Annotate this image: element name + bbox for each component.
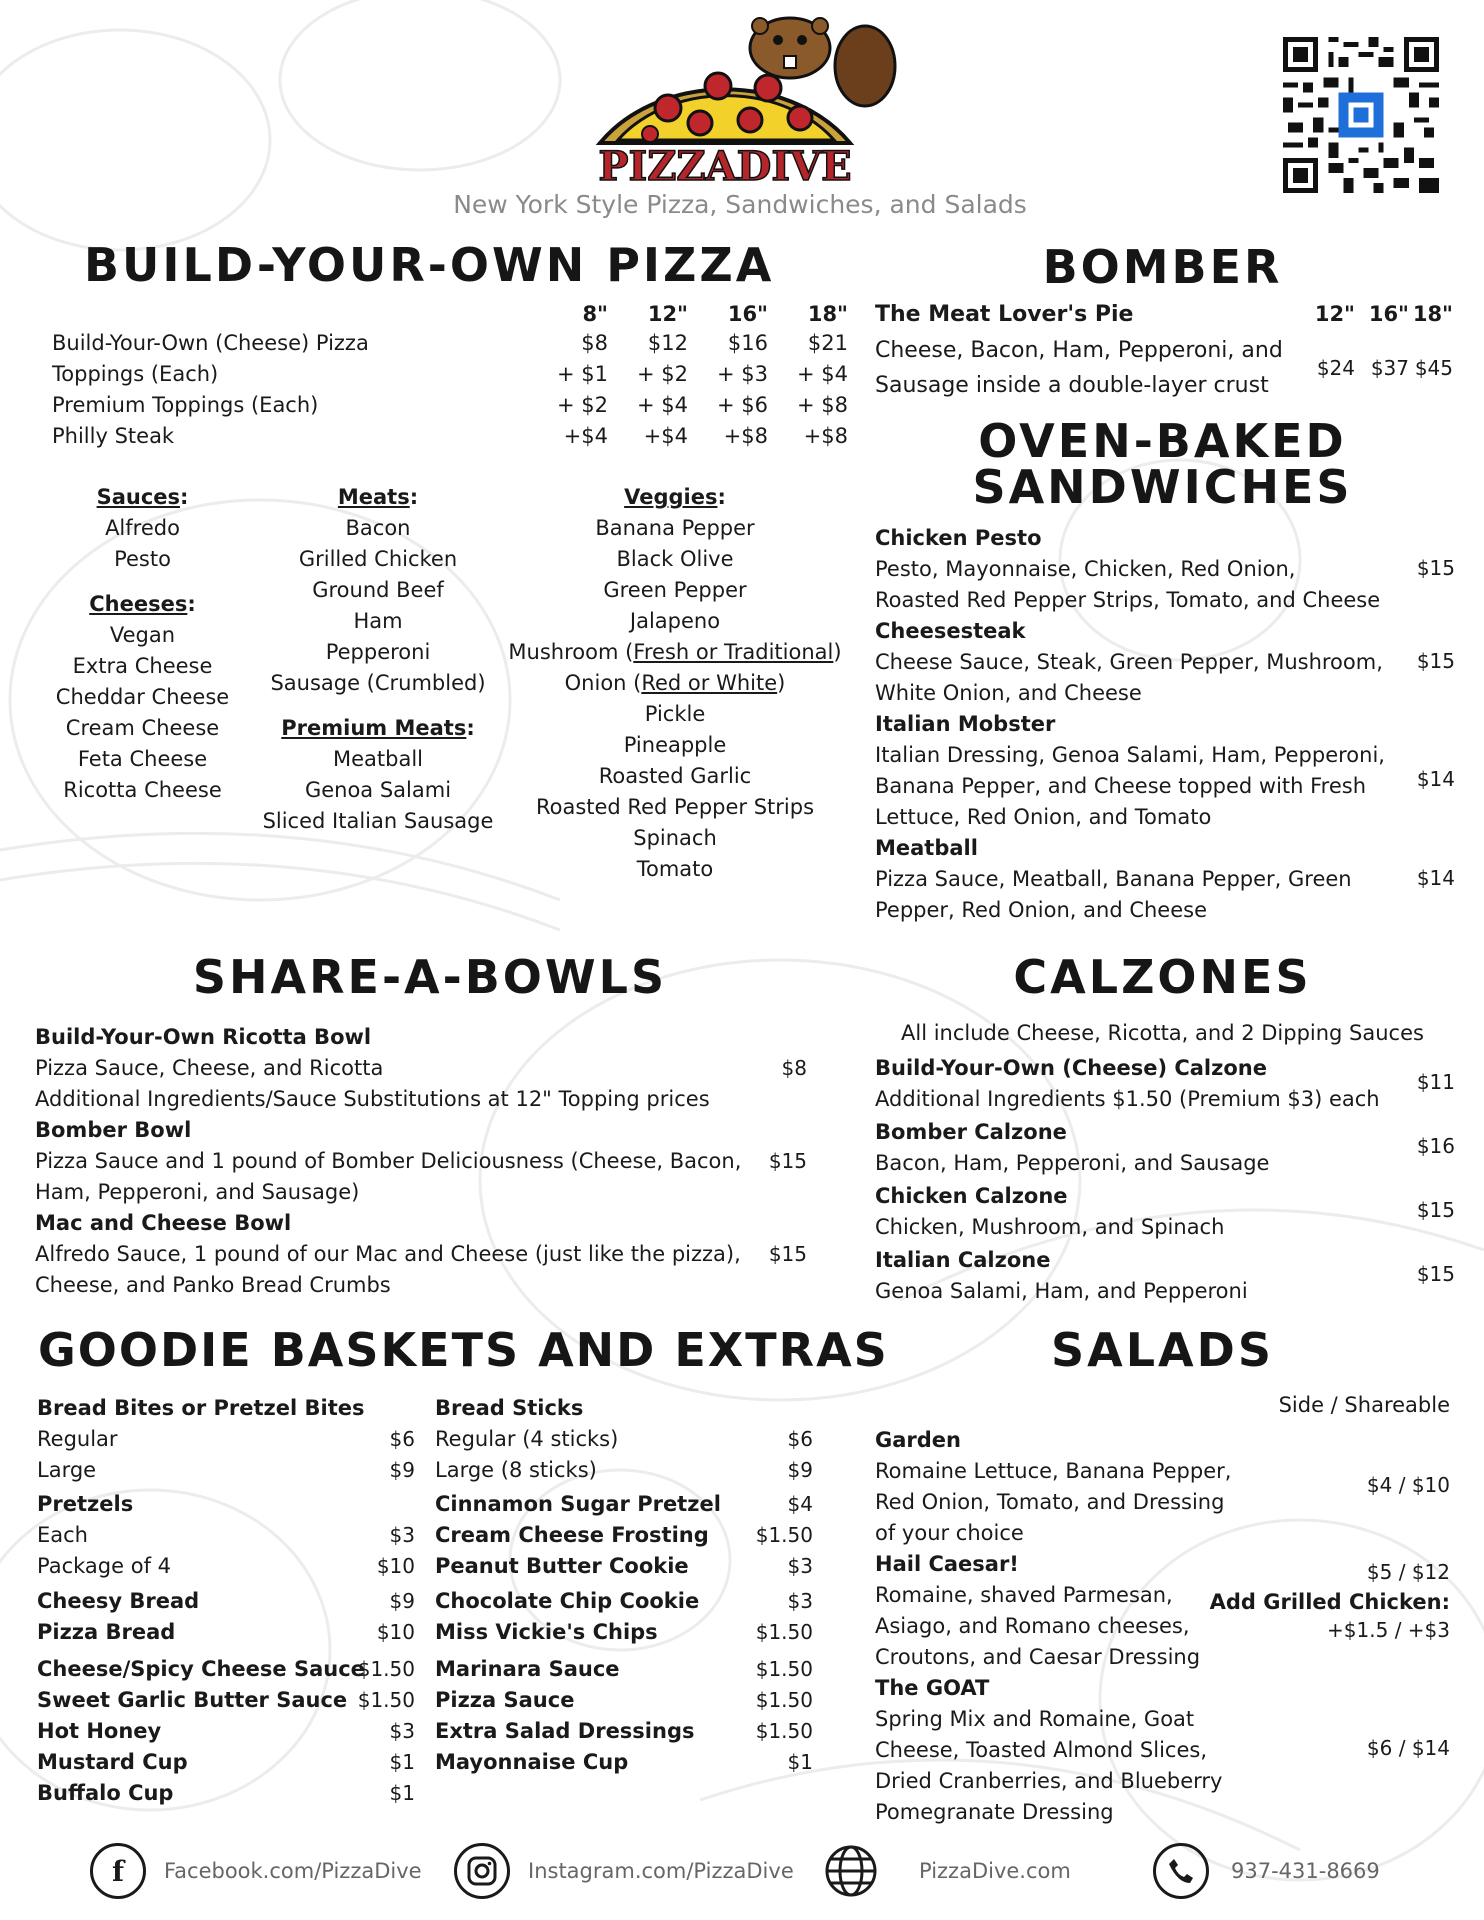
menu-item bbox=[875, 523, 1455, 616]
item-price: $14 bbox=[1416, 767, 1455, 791]
item-price: $6 bbox=[389, 1427, 415, 1451]
menu-item bbox=[875, 1053, 1455, 1117]
item-price: $15 bbox=[768, 1242, 807, 1266]
list-item: Ground Beef bbox=[312, 578, 444, 602]
footer-website[interactable] bbox=[823, 1843, 1071, 1899]
item-price: $1.50 bbox=[755, 1657, 813, 1681]
salads-list bbox=[875, 1425, 1450, 1828]
item-price: $6 / $14 bbox=[1366, 1736, 1450, 1760]
item-name: Mayonnaise Cup bbox=[435, 1750, 629, 1774]
list-item: Roasted Garlic bbox=[598, 764, 752, 788]
price-cell: + $2 bbox=[637, 362, 688, 386]
item-desc-line: Spring Mix and Romaine, Goat bbox=[875, 1707, 1195, 1731]
item-price: $3 bbox=[787, 1554, 813, 1578]
menu-item bbox=[35, 1022, 807, 1115]
item-name: Bread Sticks bbox=[435, 1396, 584, 1420]
list-item: Bacon bbox=[345, 516, 411, 540]
footer-facebook[interactable] bbox=[90, 1843, 422, 1899]
item-name: Bomber Calzone bbox=[875, 1120, 1067, 1144]
item-desc-line: Pepper, Red Onion, and Cheese bbox=[875, 898, 1208, 922]
list-item: Genoa Salami bbox=[304, 778, 452, 802]
item-name: Garden bbox=[875, 1428, 961, 1452]
item-name: Marinara Sauce bbox=[435, 1657, 620, 1681]
calzones-note: All include Cheese, Ricotta, and 2 Dipping Sauces bbox=[901, 1021, 1424, 1045]
item-desc: Regular bbox=[37, 1427, 118, 1451]
item-name: Mustard Cup bbox=[37, 1750, 188, 1774]
item-desc-line: of your choice bbox=[875, 1521, 1024, 1545]
goodies-left-column bbox=[37, 1393, 415, 1809]
item-price: $4 / $10 bbox=[1366, 1473, 1450, 1497]
item-name: Miss Vickie's Chips bbox=[435, 1620, 658, 1644]
addon-label: Add Grilled Chicken: bbox=[1209, 1590, 1450, 1614]
item-desc-line: Additional Ingredients/Sauce Substitutions at 12" Topping prices bbox=[35, 1087, 710, 1111]
item-name: Buffalo Cup bbox=[37, 1781, 174, 1805]
list-item-onion: Onion (Red or White) bbox=[564, 671, 786, 695]
website-link[interactable]: PizzaDive.com bbox=[919, 1859, 1071, 1883]
item-desc: Large (8 sticks) bbox=[435, 1458, 597, 1482]
list-item: Pepperoni bbox=[325, 640, 431, 664]
list-item: Spinach bbox=[633, 826, 717, 850]
item-name: Cinnamon Sugar Pretzel bbox=[435, 1492, 721, 1516]
item-desc-line: Pizza Sauce, Meatball, Banana Pepper, Green bbox=[875, 867, 1352, 891]
item-name: Chocolate Chip Cookie bbox=[435, 1589, 700, 1613]
list-item: Banana Pepper bbox=[595, 516, 755, 540]
item-desc-line: Cheese, Toasted Almond Slices, bbox=[875, 1738, 1208, 1762]
list-item: Tomato bbox=[636, 857, 714, 881]
size-header: 8" bbox=[582, 302, 608, 326]
bomber-title: BOMBER bbox=[1042, 240, 1283, 294]
size-header: 12" bbox=[647, 302, 688, 326]
item-desc: Package of 4 bbox=[37, 1554, 171, 1578]
item-price: $9 bbox=[389, 1458, 415, 1482]
item-desc: Each bbox=[37, 1523, 88, 1547]
item-desc-line: Ham, Pepperoni, and Sausage) bbox=[35, 1180, 360, 1204]
list-item: Pickle bbox=[644, 702, 706, 726]
byo-pizza-title: BUILD-YOUR-OWN PIZZA bbox=[84, 238, 775, 292]
item-price: $1 bbox=[389, 1781, 415, 1805]
item-price: $1 bbox=[389, 1750, 415, 1774]
item-name: Pretzels bbox=[37, 1492, 134, 1516]
item-name: Cheesy Bread bbox=[37, 1589, 200, 1613]
meats-heading: Meats bbox=[337, 485, 410, 509]
price-row-label: Philly Steak bbox=[52, 424, 175, 448]
menu-item bbox=[875, 1425, 1450, 1549]
item-desc-line: Pomegranate Dressing bbox=[875, 1800, 1114, 1824]
veggies-column: Veggies: Banana Pepper Black Olive Green Pepper Jalapeno Mushroom (Fresh or Traditional) Onion (Red or White) Pickle Pineapple Roasted Garlic Roasted Red Pepper Strips Spinach Tomato bbox=[505, 482, 845, 885]
bomber-price: $37 bbox=[1370, 356, 1409, 380]
item-name: Bomber Bowl bbox=[35, 1118, 192, 1142]
menu-item bbox=[875, 1245, 1455, 1309]
item-desc-line: Romaine Lettuce, Banana Pepper, bbox=[875, 1459, 1232, 1483]
sandwiches-list bbox=[875, 523, 1455, 926]
item-desc-line: Pesto, Mayonnaise, Chicken, Red Onion, bbox=[875, 557, 1296, 581]
item-name: Build-Your-Own Ricotta Bowl bbox=[35, 1025, 372, 1049]
item-price: $10 bbox=[376, 1620, 415, 1644]
price-row-label: Build-Your-Own (Cheese) Pizza bbox=[52, 331, 369, 355]
list-item: Meatball bbox=[332, 747, 423, 771]
salads-title: SALADS bbox=[1051, 1323, 1274, 1377]
item-desc-line: White Onion, and Cheese bbox=[875, 681, 1142, 705]
instagram-icon bbox=[454, 1843, 510, 1899]
item-name: Bread Bites or Pretzel Bites bbox=[37, 1396, 365, 1420]
item-desc: Bacon, Ham, Pepperoni, and Sausage bbox=[875, 1151, 1270, 1175]
list-item: Feta Cheese bbox=[77, 747, 208, 771]
item-desc-line: Red Onion, Tomato, and Dressing bbox=[875, 1490, 1225, 1514]
list-item: Roasted Red Pepper Strips bbox=[535, 795, 815, 819]
calzones-list bbox=[875, 1053, 1455, 1309]
list-item: Pesto bbox=[114, 547, 171, 571]
item-desc-line: Pizza Sauce, Cheese, and Ricotta bbox=[35, 1056, 384, 1080]
item-desc-line: Cheese, and Panko Bread Crumbs bbox=[35, 1273, 391, 1297]
item-desc-line: Roasted Red Pepper Strips, Tomato, and Cheese bbox=[875, 588, 1381, 612]
item-price: $1.50 bbox=[755, 1688, 813, 1712]
item-name: Chicken Pesto bbox=[875, 526, 1042, 550]
item-price: $1 bbox=[787, 1750, 813, 1774]
list-item: Alfredo bbox=[105, 516, 180, 540]
price-cell: +$4 bbox=[643, 424, 688, 448]
sandwiches-title-line: SANDWICHES bbox=[972, 460, 1353, 514]
item-price: $15 bbox=[1416, 556, 1455, 580]
item-desc: Large bbox=[37, 1458, 97, 1482]
price-row-label: Premium Toppings (Each) bbox=[52, 393, 319, 417]
item-desc-line: Dried Cranberries, and Blueberry bbox=[875, 1769, 1223, 1793]
item-price: $9 bbox=[389, 1589, 415, 1613]
item-name: Hail Caesar! bbox=[875, 1552, 1019, 1576]
item-price: $3 bbox=[787, 1589, 813, 1613]
item-name: Chicken Calzone bbox=[875, 1184, 1068, 1208]
item-price: $15 bbox=[1416, 1198, 1455, 1222]
tagline: New York Style Pizza, Sandwiches, and Salads bbox=[453, 190, 1027, 219]
list-item: Sliced Italian Sausage bbox=[262, 809, 494, 833]
size-header: 16" bbox=[1368, 302, 1409, 326]
item-price: $3 bbox=[389, 1523, 415, 1547]
instagram-link[interactable]: Instagram.com/PizzaDive bbox=[528, 1859, 794, 1883]
item-price: $4 bbox=[787, 1492, 813, 1516]
sandwiches-title-line: OVEN-BAKED bbox=[978, 414, 1347, 468]
premium-meats-heading: Premium Meats bbox=[281, 716, 467, 740]
item-desc-line: Alfredo Sauce, 1 pound of our Mac and Cheese (just like the pizza), bbox=[35, 1242, 741, 1266]
item-desc-line: Pizza Sauce and 1 pound of Bomber Deliciousness (Cheese, Bacon, bbox=[35, 1149, 742, 1173]
item-price: $1.50 bbox=[755, 1523, 813, 1547]
item-price: $1.50 bbox=[755, 1719, 813, 1743]
menu-item bbox=[875, 833, 1455, 926]
price-cell: $12 bbox=[647, 331, 688, 355]
item-desc-line: Cheese Sauce, Steak, Green Pepper, Mushroom, bbox=[875, 650, 1383, 674]
veggies-heading: Veggies bbox=[624, 485, 718, 509]
item-price: $11 bbox=[1416, 1070, 1455, 1094]
item-price: $10 bbox=[376, 1554, 415, 1578]
facebook-link[interactable]: Facebook.com/PizzaDive bbox=[164, 1859, 422, 1883]
price-cell: + $3 bbox=[717, 362, 768, 386]
item-name: The GOAT bbox=[875, 1676, 990, 1700]
item-price: $5 / $12 bbox=[1366, 1560, 1450, 1584]
item-price: $1.50 bbox=[755, 1620, 813, 1644]
item-price: $16 bbox=[1416, 1134, 1455, 1158]
bowls-title: SHARE-A-BOWLS bbox=[192, 950, 668, 1004]
item-name: Meatball bbox=[875, 836, 978, 860]
price-cell: + $1 bbox=[557, 362, 608, 386]
item-name: Peanut Butter Cookie bbox=[435, 1554, 689, 1578]
list-item: Green Pepper bbox=[603, 578, 747, 602]
menu-item bbox=[875, 1117, 1455, 1181]
item-price: $15 bbox=[1416, 1262, 1455, 1286]
size-header: 18" bbox=[807, 302, 848, 326]
menu-item bbox=[875, 616, 1455, 709]
logo-wordmark: PIZZADIVE bbox=[598, 143, 852, 190]
list-item: Black Olive bbox=[616, 547, 734, 571]
size-header: 16" bbox=[727, 302, 768, 326]
price-cell: + $6 bbox=[717, 393, 768, 417]
item-price: $8 bbox=[781, 1056, 807, 1080]
bomber-name: The Meat Lover's Pie bbox=[875, 302, 1134, 327]
price-cell: +$4 bbox=[563, 424, 608, 448]
item-price: $1.50 bbox=[357, 1657, 415, 1681]
item-name: Italian Calzone bbox=[875, 1248, 1051, 1272]
goodies-right-column bbox=[435, 1393, 813, 1778]
menu-item bbox=[875, 1673, 1450, 1828]
phone-number[interactable]: 937-431-8669 bbox=[1231, 1859, 1380, 1883]
item-price: $6 bbox=[787, 1427, 813, 1451]
item-name: Cream Cheese Frosting bbox=[435, 1523, 709, 1547]
price-cell: $21 bbox=[807, 331, 848, 355]
footer-instagram[interactable] bbox=[454, 1843, 794, 1899]
item-desc-line: Banana Pepper, and Cheese topped with Fresh bbox=[875, 774, 1367, 798]
price-cell: $16 bbox=[727, 331, 768, 355]
bomber-item bbox=[875, 299, 1455, 403]
list-item: Cream Cheese bbox=[65, 716, 220, 740]
price-cell: + $2 bbox=[557, 393, 608, 417]
salads-size-header: Side / Shareable bbox=[1278, 1393, 1450, 1417]
list-item: Ham bbox=[353, 609, 403, 633]
goodies-title: GOODIE BASKETS AND EXTRAS bbox=[38, 1323, 889, 1377]
item-desc-line: Italian Dressing, Genoa Salami, Ham, Pepperoni, bbox=[875, 743, 1385, 767]
bomber-desc-line: Sausage inside a double-layer crust bbox=[875, 373, 1269, 398]
item-name: Italian Mobster bbox=[875, 712, 1056, 736]
price-cell: +$8 bbox=[803, 424, 848, 448]
footer-phone[interactable] bbox=[1153, 1843, 1380, 1899]
item-name: Build-Your-Own (Cheese) Calzone bbox=[875, 1056, 1267, 1080]
price-cell: $8 bbox=[581, 331, 608, 355]
price-cell: + $4 bbox=[797, 362, 848, 386]
item-name: Cheesesteak bbox=[875, 619, 1026, 643]
price-cell: + $8 bbox=[797, 393, 848, 417]
item-name: Hot Honey bbox=[37, 1719, 162, 1743]
price-cell: +$8 bbox=[723, 424, 768, 448]
item-name: Pizza Sauce bbox=[435, 1688, 575, 1712]
list-item: Grilled Chicken bbox=[298, 547, 458, 571]
calzones-title: CALZONES bbox=[1013, 950, 1312, 1004]
menu-item bbox=[35, 1115, 807, 1208]
item-name: Pizza Bread bbox=[37, 1620, 176, 1644]
item-desc: Additional Ingredients $1.50 (Premium $3) each bbox=[875, 1087, 1380, 1111]
item-desc: Chicken, Mushroom, and Spinach bbox=[875, 1215, 1225, 1239]
item-name: Sweet Garlic Butter Sauce bbox=[37, 1688, 348, 1712]
list-item: Jalapeno bbox=[629, 609, 721, 633]
menu-item bbox=[875, 709, 1455, 833]
sauces-heading: Sauces bbox=[96, 485, 181, 509]
item-price: $3 bbox=[389, 1719, 415, 1743]
item-name: Mac and Cheese Bowl bbox=[35, 1211, 292, 1235]
sandwiches-title bbox=[870, 414, 1455, 514]
item-desc-line: Romaine, shaved Parmesan, bbox=[875, 1583, 1173, 1607]
addon-price: +$1.5 / +$3 bbox=[1327, 1618, 1450, 1642]
item-price: $15 bbox=[768, 1149, 807, 1173]
item-name: Cheese/Spicy Cheese Sauce bbox=[37, 1657, 365, 1681]
menu-item bbox=[875, 1181, 1455, 1245]
size-header: 12" bbox=[1314, 302, 1355, 326]
list-item: Extra Cheese bbox=[72, 654, 213, 678]
bomber-price: $45 bbox=[1414, 356, 1453, 380]
phone-icon bbox=[1153, 1843, 1209, 1899]
globe-icon bbox=[823, 1843, 879, 1899]
item-desc: Genoa Salami, Ham, and Pepperoni bbox=[875, 1279, 1248, 1303]
size-header: 18" bbox=[1412, 302, 1453, 326]
pizzadive-logo bbox=[590, 8, 910, 198]
cheeses-heading: Cheeses bbox=[89, 592, 188, 616]
menu-item bbox=[875, 1549, 1450, 1673]
item-price: $14 bbox=[1416, 866, 1455, 890]
price-row-label: Toppings (Each) bbox=[52, 362, 219, 386]
list-item: Cheddar Cheese bbox=[55, 685, 230, 709]
item-desc: Regular (4 sticks) bbox=[435, 1427, 619, 1451]
facebook-icon: f bbox=[90, 1843, 146, 1899]
list-item: Sausage (Crumbled) bbox=[270, 671, 486, 695]
list-item: Pineapple bbox=[623, 733, 727, 757]
item-price: $9 bbox=[787, 1458, 813, 1482]
list-item-mushroom: Mushroom (Fresh or Traditional) bbox=[508, 640, 842, 664]
price-cell: + $4 bbox=[637, 393, 688, 417]
item-name: Extra Salad Dressings bbox=[435, 1719, 695, 1743]
bomber-price: $24 bbox=[1316, 356, 1355, 380]
item-desc-line: Croutons, and Caesar Dressing bbox=[875, 1645, 1201, 1669]
item-desc-line: Lettuce, Red Onion, and Tomato bbox=[875, 805, 1212, 829]
bowls-list bbox=[35, 1022, 807, 1301]
menu-item bbox=[35, 1208, 807, 1301]
meats-column: Meats: Bacon Grilled Chicken Ground Beef Ham Pepperoni Sausage (Crumbled) Premium Meats: Meatball Genoa Salami Sliced Italian Sausage bbox=[258, 482, 498, 837]
sauces-cheeses-column: Sauces: Alfredo Pesto Cheeses: Vegan Extra Cheese Cheddar Cheese Cream Cheese Feta Cheese Ricotta Cheese bbox=[40, 482, 245, 806]
list-item: Ricotta Cheese bbox=[63, 778, 222, 802]
item-price: $1.50 bbox=[357, 1688, 415, 1712]
bomber-desc-line: Cheese, Bacon, Ham, Pepperoni, and bbox=[875, 338, 1283, 363]
list-item: Vegan bbox=[109, 623, 176, 647]
item-desc-line: Asiago, and Romano cheeses, bbox=[875, 1614, 1190, 1638]
item-price: $15 bbox=[1416, 649, 1455, 673]
qr-code-icon[interactable] bbox=[1283, 37, 1439, 193]
